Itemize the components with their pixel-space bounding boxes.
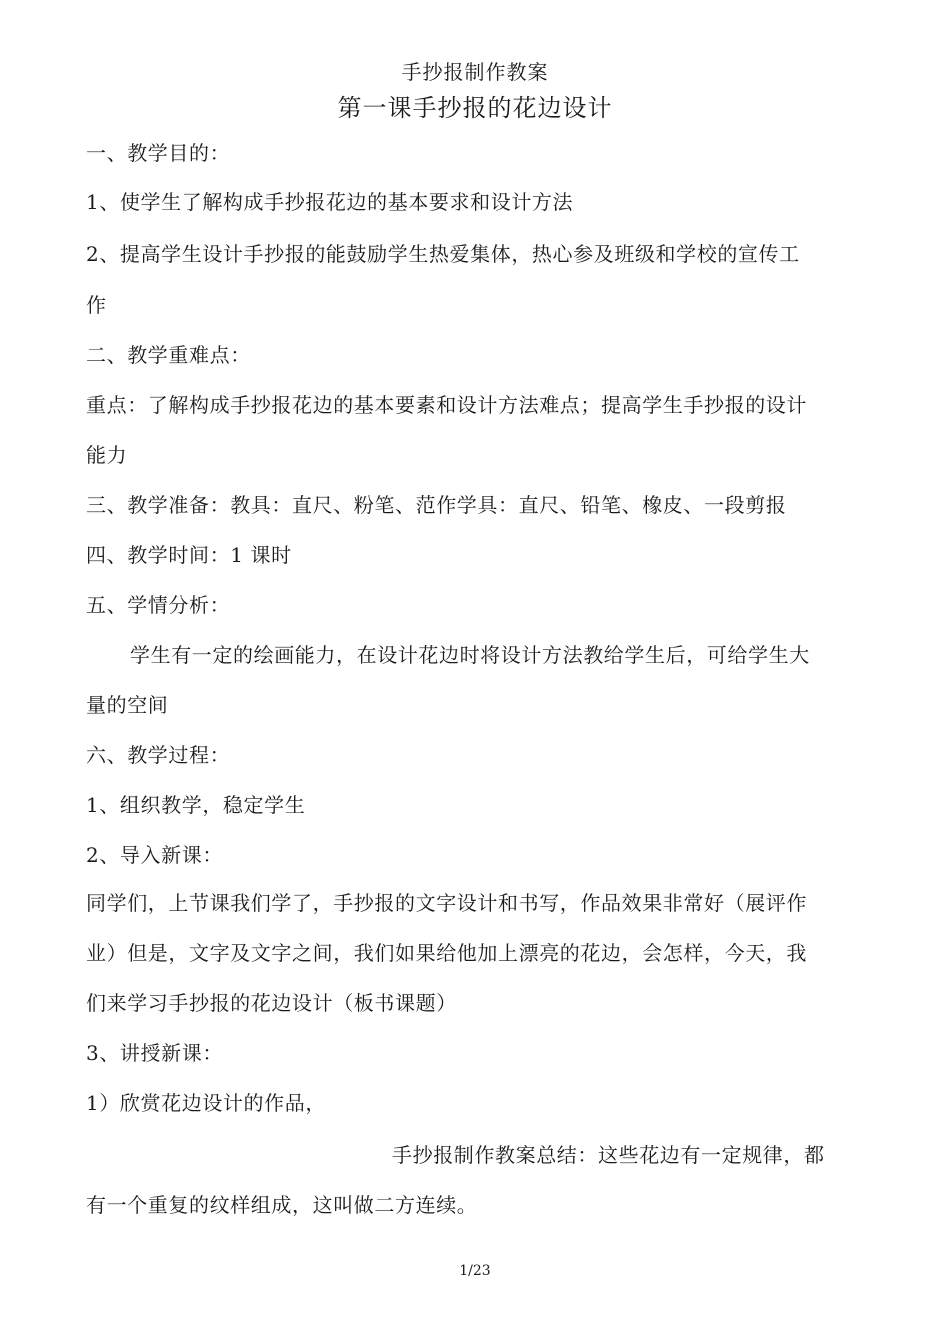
section-heading-process: 六、教学过程： xyxy=(86,743,231,767)
objective-item-2-continued: 作 xyxy=(86,293,107,317)
process-step-1: 1、组织教学，稳定学生 xyxy=(86,793,306,817)
introduction-text-line-1: 同学们，上节课我们学了，手抄报的文字设计和书写，作品效果非常好（展评作 xyxy=(86,891,807,915)
key-points-text: 重点：了解构成手抄报花边的基本要素和设计方法难点；提高学生手抄报的设计 xyxy=(86,393,807,417)
page-number: 1/23 xyxy=(459,1263,491,1279)
summary-text-line-1: 手抄报制作教案总结：这些花边有一定规律，都 xyxy=(392,1143,825,1167)
introduction-text-line-2: 业）但是，文字及文字之间，我们如果给他加上漂亮的花边，会怎样，今天，我 xyxy=(86,941,807,965)
process-step-2: 2、导入新课： xyxy=(86,843,223,867)
section-heading-preparation: 三、教学准备：教具：直尺、粉笔、范作学具：直尺、铅笔、橡皮、一段剪报 xyxy=(86,493,787,517)
process-substep-1: 1）欣赏花边设计的作品， xyxy=(86,1091,326,1115)
section-heading-key-points: 二、教学重难点： xyxy=(86,343,251,367)
summary-text-line-2: 有一个重复的纹样组成，这叫做二方连续。 xyxy=(86,1193,478,1217)
lesson-title: 第一课手抄报的花边设计 xyxy=(337,94,613,122)
objective-item-1: 1、使学生了解构成手抄报花边的基本要求和设计方法 xyxy=(86,190,574,214)
section-heading-objectives: 一、教学目的： xyxy=(86,141,231,165)
key-points-text-continued: 能力 xyxy=(86,443,128,467)
document-title: 手抄报制作教案 xyxy=(401,60,549,84)
section-heading-time: 四、教学时间：1 课时 xyxy=(86,543,292,567)
objective-item-2: 2、提高学生设计手抄报的能鼓励学生热爱集体，热心参及班级和学校的宣传工 xyxy=(86,242,800,266)
analysis-text: 学生有一定的绘画能力，在设计花边时将设计方法教给学生后，可给学生大 xyxy=(130,643,810,667)
analysis-text-continued: 量的空间 xyxy=(86,693,169,717)
process-step-3: 3、讲授新课： xyxy=(86,1041,223,1065)
section-heading-analysis: 五、学情分析： xyxy=(86,593,231,617)
introduction-text-line-3: 们来学习手抄报的花边设计（板书课题） xyxy=(86,991,457,1015)
